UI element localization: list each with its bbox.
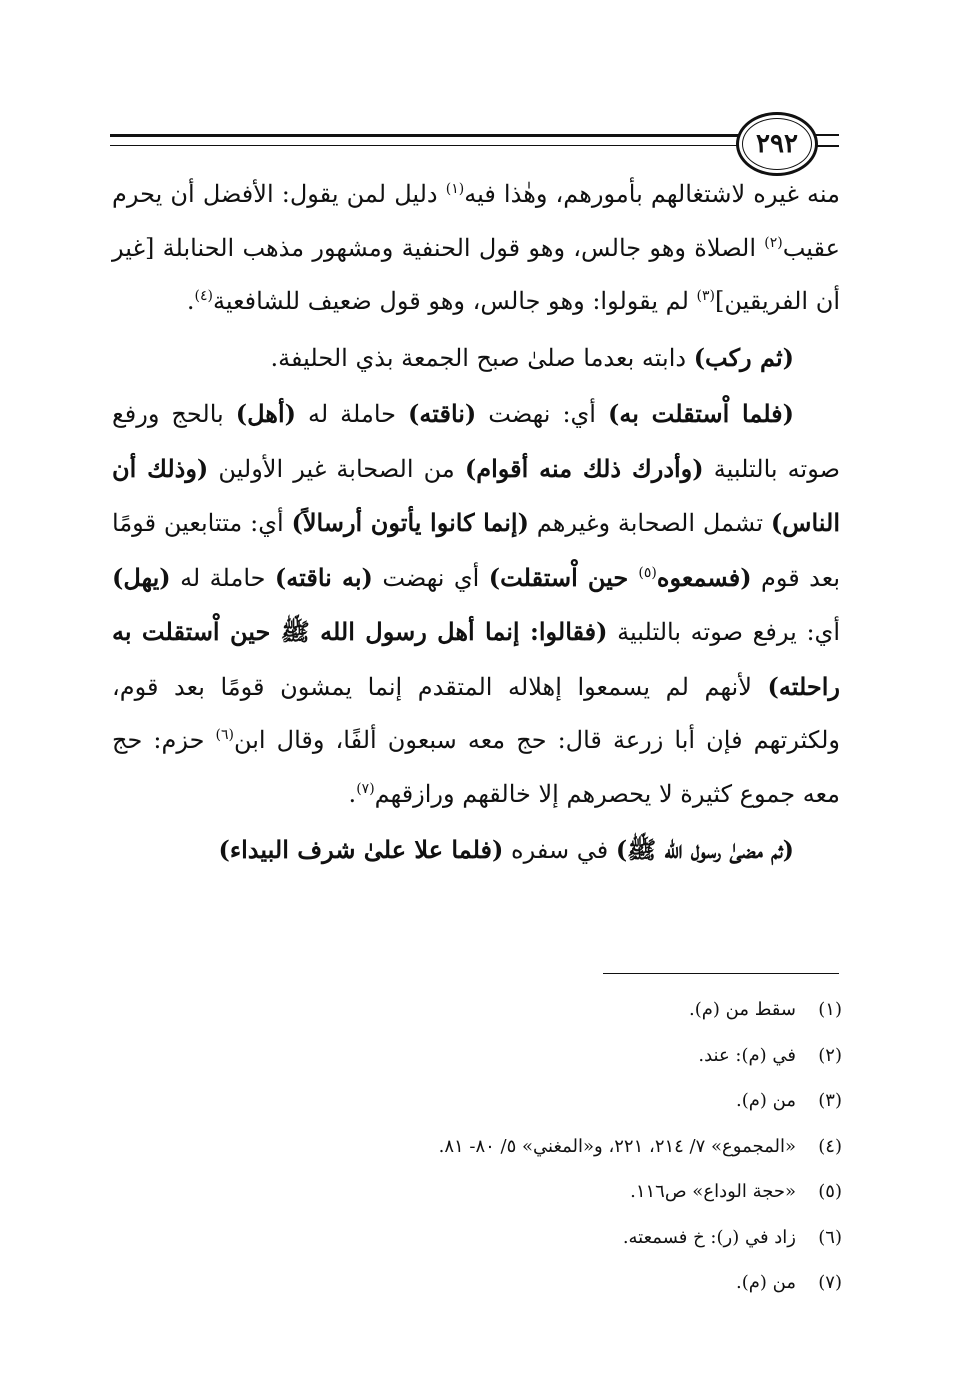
matn-quote: (فقالوا: إنما أهل رسول الله ﷺ حين اْستقلت به راحلته) xyxy=(112,617,840,701)
paragraph xyxy=(112,331,840,386)
commentary-text: لم يقولوا: وهو جالس، وهو قول ضعيف للشافعية xyxy=(212,287,697,315)
commentary-text: بالحج ورفع صوته بالتلبية xyxy=(112,400,840,483)
page-number-badge xyxy=(736,112,818,176)
commentary-text: منه غيره لاشتغالهم بأمورهم، وهٰذا فيه xyxy=(464,180,840,208)
commentary-text: أي: يرفع صوته بالتلبية xyxy=(607,618,840,646)
commentary-text: من الصحابة غير الأولين xyxy=(208,454,465,483)
matn-quote: (فلما اْستقلت به) xyxy=(608,399,795,428)
matn-quote: (أهل) xyxy=(235,399,296,428)
footnote-item xyxy=(300,1033,842,1079)
footnote-number: (٦) xyxy=(818,1226,842,1248)
commentary-text: دابته بعدما صلىٰ صبح الجمعة بذي الحليفة. xyxy=(270,343,694,372)
matn-quote: (فلما علا علىٰ شرف البيداء) xyxy=(218,835,504,864)
footnote-number: (٤) xyxy=(818,1135,842,1157)
footnote-item xyxy=(300,987,842,1033)
matn-quote: (يهل) xyxy=(112,562,171,592)
commentary-text: أي نهضت xyxy=(372,563,489,592)
header-rule-top xyxy=(110,134,740,137)
commentary-text: . xyxy=(186,287,195,315)
paragraph xyxy=(112,823,840,878)
paragraph xyxy=(112,387,840,821)
main-text-body xyxy=(112,168,840,878)
footnote-marker: (٣) xyxy=(696,288,716,304)
footnote-number: (٢) xyxy=(818,1044,842,1066)
commentary-text: حزم: حج معه جموع كثيرة لا يحصرهم إلا خالقهم ورازقهم xyxy=(112,726,840,808)
commentary-text: . xyxy=(348,779,357,808)
matn-quote: (فسمعوه xyxy=(656,562,752,592)
matn-quote: (وذلك أن الناس) xyxy=(112,453,841,537)
footnote-text: سقط من (م). xyxy=(689,999,796,1020)
footnote-separator xyxy=(603,973,839,974)
commentary-text: أي: متتابعين قومًا بعد قوم xyxy=(112,509,840,592)
footnote-number: (٧) xyxy=(818,1272,842,1293)
header-rule-bottom xyxy=(110,145,740,146)
commentary-text: حاملة له xyxy=(295,400,408,428)
footnote-text: من (م). xyxy=(736,1090,796,1111)
footnote-text: من (م). xyxy=(736,1272,796,1293)
commentary-text: لأنهم لم يسمعوا إهلاله المتقدم إنما يمشون قومًا بعد قوم، ولكثرتهم فإن أبا زرعة قال: حج معه سبعون ألفًا، وقال ابن xyxy=(112,672,840,754)
footnote-marker: (٥) xyxy=(638,564,657,581)
footnote-text: «المجموع» ٧/ ٢١٤، ٢٢١، و«المغني» ٥/ ٨٠- ٨١. xyxy=(438,1135,796,1157)
matn-quote: (به ناقته) xyxy=(274,562,373,592)
commentary-text: أي: نهضت xyxy=(476,400,608,428)
footnote-item xyxy=(300,1215,842,1261)
matn-quote: حين اْستقلت) xyxy=(488,562,639,592)
page-number: ٢٩٢ xyxy=(756,129,798,159)
footnote-number: (١) xyxy=(818,999,842,1020)
footnote-item xyxy=(300,1078,842,1124)
footnote-text: «حجة الوداع» ص١١٦. xyxy=(630,1181,796,1202)
commentary-text: تشمل الصحابة وغيرهم xyxy=(528,509,771,537)
footnote-marker: (٢) xyxy=(764,234,783,251)
matn-quote: (إنما كانوا يأتون أرسالاً) xyxy=(291,508,529,537)
matn-quote: (وأدرك ذلك منه أقوام) xyxy=(464,453,704,483)
paragraph xyxy=(112,168,840,329)
footnote-number: (٣) xyxy=(818,1090,842,1111)
matn-quote: (ثم مضىٰ رسول الله ﷺ) xyxy=(615,835,794,864)
footnote-item xyxy=(300,1169,842,1215)
footnote-text: في (م): عند. xyxy=(698,1044,796,1066)
matn-quote: (ناقته) xyxy=(408,399,477,428)
footnote-item xyxy=(300,1260,842,1306)
commentary-text: دليل لمن يقول: الأفضل أن يحرم عقيب xyxy=(112,180,840,262)
footnote-marker: (٦) xyxy=(215,727,234,743)
commentary-text: حاملة له xyxy=(170,563,275,592)
footnote-number: (٥) xyxy=(818,1181,842,1202)
matn-quote: (ثم ركب) xyxy=(693,342,794,372)
footnote-marker: (٧) xyxy=(356,780,375,797)
commentary-text: في سفره xyxy=(503,836,616,864)
commentary-text: الصلاة وهو جالس، وهو قول الحنفية ومشهور مذهب الحنابلة [غير أن الفريقين] xyxy=(112,233,840,315)
footnote-marker: (٤) xyxy=(194,288,213,304)
footnotes-list xyxy=(300,987,842,1306)
footnote-item xyxy=(300,1124,842,1170)
footnote-text: زاد في (ر): خ فسمعته. xyxy=(622,1226,796,1248)
footnote-marker: (١) xyxy=(445,181,465,197)
